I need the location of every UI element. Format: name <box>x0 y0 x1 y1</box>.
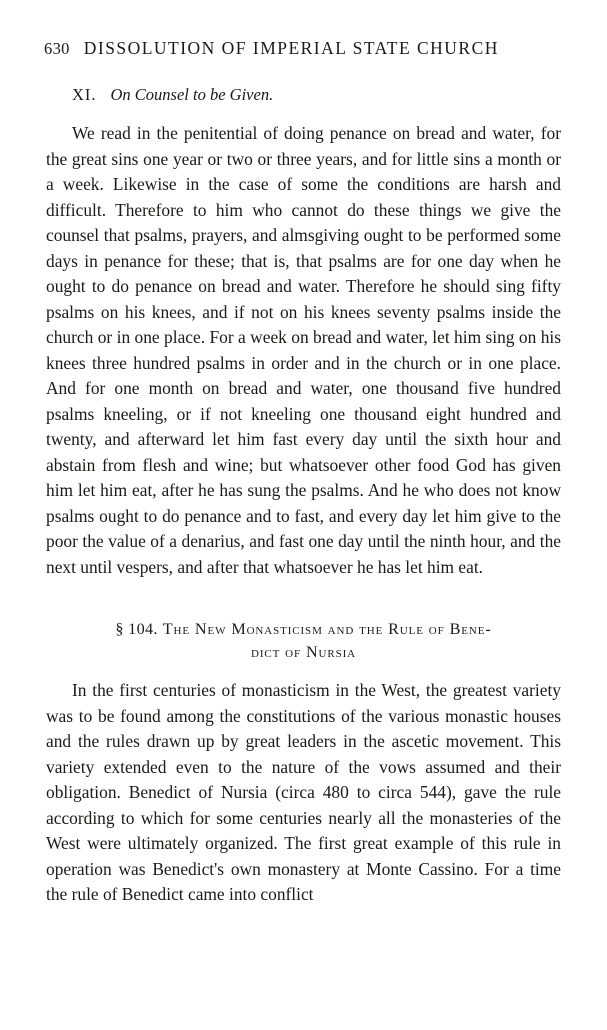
running-head <box>0 38 607 59</box>
section-title-line2: dict of Nursia <box>251 643 356 661</box>
document-page <box>0 38 607 1030</box>
running-head-title: DISSOLUTION OF IMPERIAL STATE CHURCH <box>83 38 499 58</box>
body-column <box>0 85 607 908</box>
paragraph-xi: We read in the penitential of doing penance on bread and water, for the great sins one year or two or three years, and for little sins a month or a week. Likewise in the case of some the conditions are harsh and difficult. Therefore to him who cannot do these things we give the counsel that psalms, prayers, and almsgiving ought to be performed some days in penance for these; that is, that psalms are for one day when he ought to do penance on bread and water. Therefore he should sing fifty psalms on his knees, and if not on his knees seventy psalms inside the church or in one place. For a week on bread and water, let him sing on his knees three hundred psalms in order and in the church or in one place. And for one month on bread and water, one thousand five hundred psalms kneeling, or if not kneeling one thousand eight hundred and twenty, and afterward let him fast every day until the sixth hour and abstain from flesh and wine; but whatsoever other food God has given him let him eat, after he has sung the psalms. And he who does not know psalms ought to do penance and to fast, and every day let him give to the poor the value of a denarius, and fast one day until the ninth hour, and the next until vespers, and after that whatsoever he has let him eat. <box>46 123 561 577</box>
section-heading-104 <box>46 618 561 664</box>
paragraph-104: In the first centuries of monasticism in the West, the greatest variety was to be found among the constitutions of the various monastic houses and the rules drawn up by great leaders in the ascetic movement. This variety extended even to the nature of the vows assumed and their obligation. Benedict of Nursia (circa 480 to circa 544), gave the rule according to which for some centuries nearly all the monasteries of the West were ultimately organized. The first great example of this rule in operation was Benedict's own monastery at Monte Cassino. For a time the rule of Benedict came into conflict <box>46 680 561 904</box>
section-numeral: XI. <box>72 85 97 104</box>
section-title: On Counsel to be Given. <box>110 85 274 104</box>
section-title-line1: The New Monasticism and the Rule of Bene- <box>162 620 492 638</box>
section-heading-xi <box>46 85 561 105</box>
section-number: § 104. <box>115 620 158 638</box>
page-number: 630 <box>44 39 70 58</box>
